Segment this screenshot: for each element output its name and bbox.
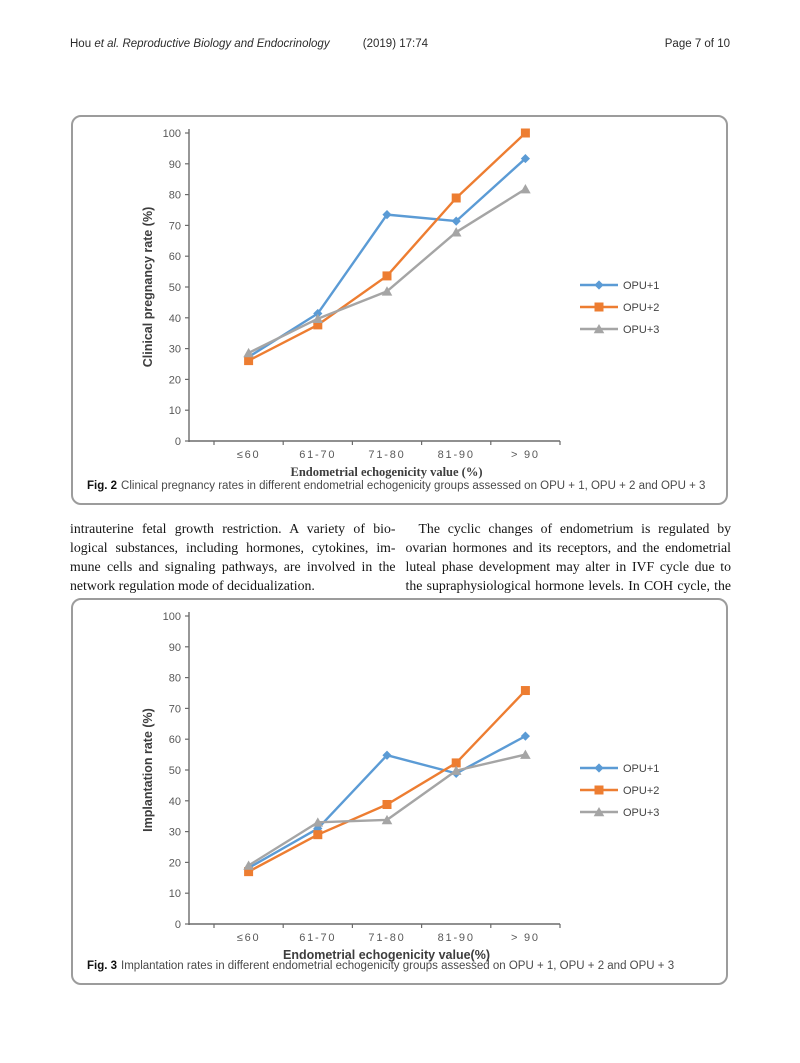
svg-text:Implantation rate (%): Implantation rate (%) xyxy=(141,708,155,832)
svg-text:70: 70 xyxy=(168,220,181,233)
body-text xyxy=(70,519,731,595)
figure2-caption xyxy=(87,480,716,492)
text-line: The cyclic changes of endometrium is regulated by xyxy=(418,521,731,536)
svg-text:OPU+1: OPU+1 xyxy=(623,280,660,292)
svg-text:OPU+3: OPU+3 xyxy=(623,807,660,819)
citation: (2019) 17:74 xyxy=(362,38,428,50)
journal-name: et al. Reproductive Biology and Endocrinology xyxy=(94,38,330,50)
svg-text:71-80: 71-80 xyxy=(368,449,406,461)
svg-text:50: 50 xyxy=(168,765,181,777)
svg-text:71-80: 71-80 xyxy=(368,932,406,944)
svg-text:60: 60 xyxy=(168,734,181,747)
svg-text:> 90: > 90 xyxy=(510,932,540,944)
figure3-label: Fig. 3 xyxy=(87,960,118,972)
svg-text:20: 20 xyxy=(168,857,181,870)
chart1-svg xyxy=(74,119,727,483)
svg-text:30: 30 xyxy=(168,343,181,356)
svg-text:50: 50 xyxy=(168,282,181,294)
figure2-caption-text: Clinical pregnancy rates in different endometrial echogenicity groups assessed on OPU + 1, OPU + 2 and OPU + 3 xyxy=(121,480,706,492)
svg-text:> 90: > 90 xyxy=(510,449,540,461)
text-line: intrauterine fetal growth restriction. A variety of bio- xyxy=(70,521,396,536)
text-line: ovarian hormones and its receptors, and the endometrial xyxy=(405,540,731,555)
right-column xyxy=(406,519,732,595)
text-line: luteal phase development may alter in IVF cycle due to xyxy=(405,559,731,574)
page-header xyxy=(70,38,730,50)
svg-text:30: 30 xyxy=(168,826,181,839)
author-name: Hou xyxy=(70,38,92,50)
fig3-chart xyxy=(74,602,727,971)
svg-text:81-90: 81-90 xyxy=(437,932,475,944)
svg-text:≤60: ≤60 xyxy=(236,932,261,944)
figure2-label: Fig. 2 xyxy=(87,480,118,492)
svg-text:0: 0 xyxy=(174,919,181,931)
chart2-svg xyxy=(74,602,727,966)
svg-text:OPU+3: OPU+3 xyxy=(623,324,660,336)
running-title xyxy=(70,38,428,50)
svg-text:OPU+1: OPU+1 xyxy=(623,763,660,775)
svg-text:100: 100 xyxy=(162,611,181,623)
fig2-chart xyxy=(74,119,727,488)
text-line: network regulation mode of decidualization. xyxy=(70,578,315,593)
svg-text:90: 90 xyxy=(168,158,181,171)
svg-text:Endometrial echogenicity valu: Endometrial echogenicity value(%) xyxy=(283,948,490,962)
svg-text:10: 10 xyxy=(168,405,181,418)
svg-text:90: 90 xyxy=(168,641,181,654)
svg-text:Clinical pregnancy rate (%): Clinical pregnancy rate (%) xyxy=(141,206,155,368)
figure3-box xyxy=(71,598,728,985)
figure3-caption xyxy=(87,960,716,972)
svg-text:70: 70 xyxy=(168,703,181,716)
page-number: Page 7 of 10 xyxy=(664,38,730,50)
svg-text:Endometrial echogenicity valu: Endometrial echogenicity value (%) xyxy=(290,465,483,479)
figure2-box xyxy=(71,115,728,505)
figure3-caption-text: Implantation rates in different endometrial echogenicity groups assessed on OPU + 1, OPU + 2 and OPU + 3 xyxy=(121,960,675,972)
text-line: logical substances, including hormones, cytokines, im- xyxy=(70,540,396,555)
svg-text:0: 0 xyxy=(174,436,181,448)
svg-text:10: 10 xyxy=(168,888,181,901)
svg-text:60: 60 xyxy=(168,251,181,264)
svg-text:80: 80 xyxy=(168,672,181,685)
left-column xyxy=(70,519,396,595)
svg-text:61-70: 61-70 xyxy=(299,932,337,944)
svg-text:≤60: ≤60 xyxy=(236,449,261,461)
svg-text:40: 40 xyxy=(168,312,181,325)
svg-text:80: 80 xyxy=(168,189,181,202)
svg-text:20: 20 xyxy=(168,374,181,387)
text-line: mune cells and signaling pathways, are involved in the xyxy=(70,559,396,574)
svg-text:OPU+2: OPU+2 xyxy=(623,785,660,797)
svg-text:40: 40 xyxy=(168,795,181,808)
svg-text:61-70: 61-70 xyxy=(299,449,337,461)
svg-text:OPU+2: OPU+2 xyxy=(623,302,660,314)
svg-text:100: 100 xyxy=(162,128,181,140)
text-line: the supraphysiological hormone levels. In COH cycle, the xyxy=(405,578,731,593)
svg-text:81-90: 81-90 xyxy=(437,449,475,461)
